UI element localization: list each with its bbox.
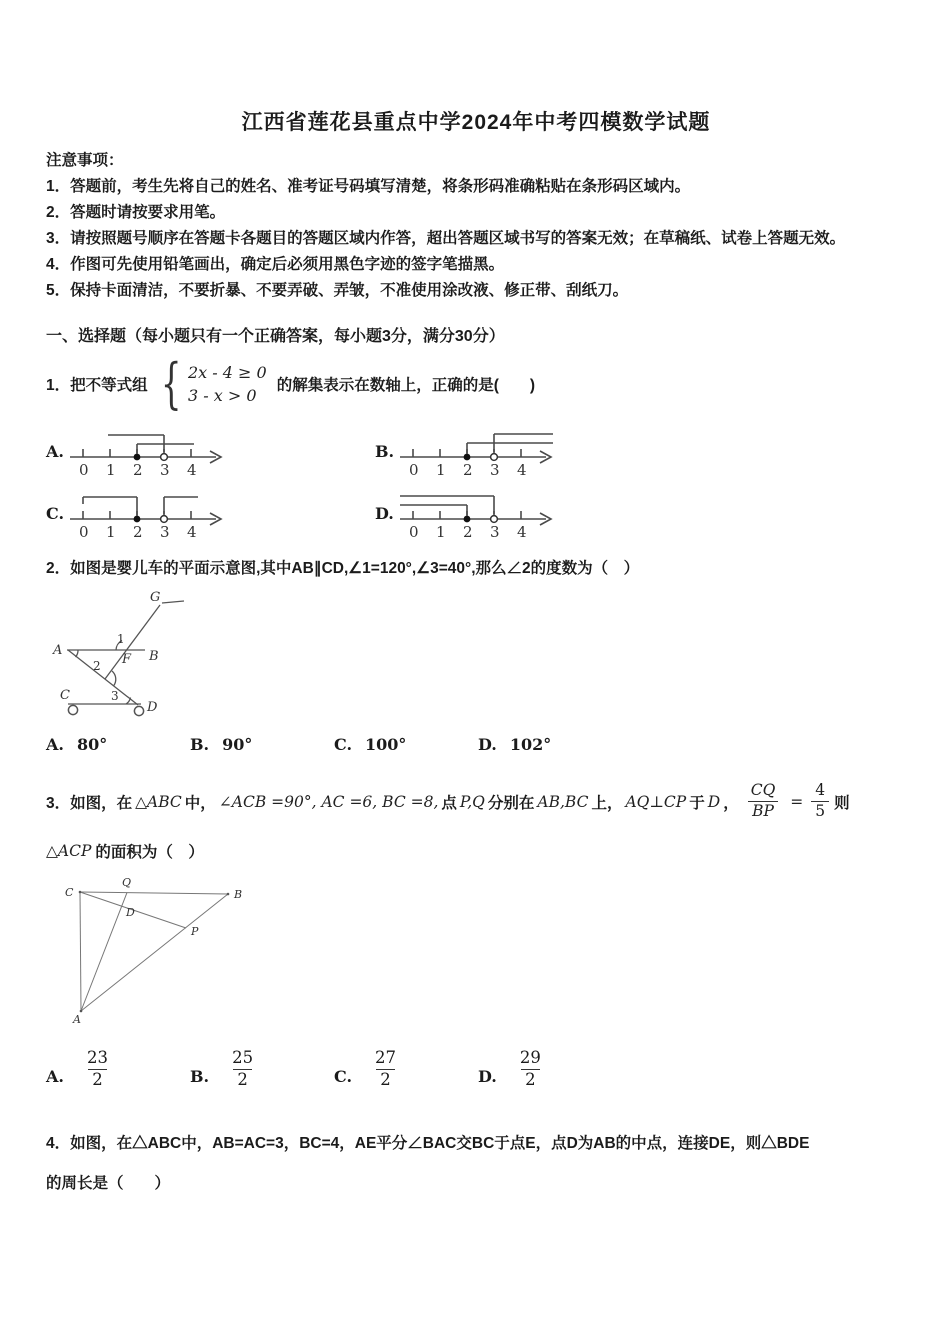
- inequality-line-2: 3 - x > 0: [187, 386, 257, 406]
- numberline-d: [398, 487, 566, 541]
- question-1-text: [46, 352, 906, 415]
- note-item-3: 3．请按照题号顺序在答题卡各题目的答题区域内作答，超出答题区域书写的答案无效；在草稿纸、试卷上答题无效。: [46, 230, 846, 247]
- svg-text:4: 4: [187, 522, 197, 541]
- svg-text:4: 4: [517, 460, 527, 479]
- note-item-2: 2．答题时请按要求用笔。: [46, 204, 226, 221]
- svg-text:1: 1: [436, 460, 446, 479]
- label-angle-1: 1: [117, 631, 125, 646]
- q1-option-d-label: D.: [375, 504, 394, 524]
- label-P: P: [191, 924, 199, 938]
- svg-text:1: 1: [435, 522, 446, 541]
- question-3-text: 3．如图，在 △ABC 中， ∠ACB =90°, AC =6, BC =8, 点 P,Q 分别在 AB,BC 上， AQ⊥CP 于 D ， $\frac{CQ}{BP}$ = $\frac{4}{5}$ 则: [46, 781, 850, 821]
- q4-line-1: 4．如图，在△ABC中，AB=AC=3，BC=4，AE平分∠BAC交BC于点E，点D为AB的中点，连接DE，则△BDE: [46, 1134, 810, 1152]
- svg-text:2: 2: [463, 460, 473, 479]
- q3-option-b: B. $\frac{25}{2}$: [190, 1047, 254, 1089]
- q2-option-c: C. 100°: [334, 734, 407, 754]
- question-3-text-line2: △ACP 的面积为（ ）: [46, 841, 204, 861]
- svg-text:1: 1: [105, 460, 116, 479]
- numberline-c: [68, 487, 236, 541]
- label-F: F: [122, 651, 132, 667]
- q1-option-c-label: C.: [46, 504, 65, 524]
- label-D: D: [126, 905, 135, 919]
- triangle-diagram: [60, 876, 250, 1031]
- q1-option-c: [46, 485, 375, 543]
- label-angle-3: 3: [111, 688, 119, 703]
- notes-heading: 注意事项：: [46, 152, 124, 169]
- question-2-text: 2．如图是婴儿车的平面示意图,其中AB∥CD,∠1=120°,∠3=40°,那么∠2的度数为（ ）: [46, 559, 640, 577]
- inequality-system: [188, 361, 267, 407]
- q1-option-a: [46, 423, 375, 481]
- stroller-diagram: [50, 587, 225, 727]
- q1-options: [46, 423, 906, 543]
- label-G: G: [150, 589, 161, 605]
- label-B: B: [234, 887, 243, 901]
- svg-text:3: 3: [489, 522, 500, 541]
- q1-option-b: [375, 423, 704, 481]
- q2-option-a: A. 80°: [46, 734, 108, 754]
- svg-text:2: 2: [462, 522, 473, 541]
- svg-text:0: 0: [78, 460, 89, 479]
- svg-text:3: 3: [159, 460, 170, 479]
- note-item-1: 1．答题前，考生先将自己的姓名、准考证号码填写清楚，将条形码准确粘贴在条形码区域内。: [46, 178, 691, 195]
- inequality-line-1: 2x - 4 ≥ 0: [187, 363, 267, 383]
- q1-prefix: 1．把不等式组: [46, 377, 148, 395]
- q2-option-d: D. 102°: [478, 734, 552, 754]
- section-heading: 一、选择题（每小题只有一个正确答案，每小题3分，满分30分）: [46, 328, 505, 345]
- label-C: C: [65, 885, 74, 899]
- inequality-brace: {: [160, 352, 182, 415]
- q1-option-b-label: B.: [375, 442, 395, 462]
- svg-text:3: 3: [490, 460, 500, 479]
- svg-text:4: 4: [186, 460, 197, 479]
- question-4-text: [46, 1124, 906, 1204]
- q1-option-d: [375, 485, 704, 543]
- q4-line-2: 的周长是（ ）: [46, 1174, 171, 1192]
- svg-text:2: 2: [132, 460, 143, 479]
- label-Q: Q: [122, 875, 132, 889]
- svg-text:0: 0: [408, 522, 419, 541]
- fraction-4-5: $\frac{4}{5}$: [811, 782, 829, 821]
- note-item-5: 5．保持卡面清洁，不要折暴、不要弄破、弄皱，不准使用涂改液、修正带、刮纸刀。: [46, 282, 629, 299]
- note-item-4: 4．作图可先使用铅笔画出，确定后必须用黑色字迹的签字笔描黑。: [46, 256, 505, 273]
- label-C: C: [60, 687, 70, 703]
- svg-text:0: 0: [79, 522, 89, 541]
- svg-text:4: 4: [516, 522, 527, 541]
- svg-text:0: 0: [409, 460, 419, 479]
- q3-options: [46, 1049, 906, 1090]
- label-D: D: [147, 699, 158, 715]
- q3-option-d: D. $\frac{29}{2}$: [478, 1047, 541, 1089]
- label-A: A: [73, 1012, 81, 1026]
- page-title: 江西省莲花县重点中学2024年中考四模数学试题: [241, 111, 711, 134]
- svg-text:3: 3: [160, 522, 170, 541]
- numberline-b: [398, 425, 566, 479]
- svg-text:2: 2: [133, 522, 143, 541]
- q2-option-b: B. 90°: [190, 734, 253, 754]
- q3-option-c: C. $\frac{27}{2}$: [334, 1047, 397, 1089]
- q1-option-a-label: A.: [46, 442, 64, 462]
- label-B: B: [149, 648, 159, 664]
- fraction-cq-bp: $\frac{CQ}{BP}$: [744, 782, 783, 821]
- numberline-a: [68, 425, 236, 479]
- q3-option-a: A. $\frac{23}{2}$: [46, 1047, 108, 1089]
- label-A: A: [53, 642, 63, 658]
- q2-options: [46, 735, 906, 754]
- label-angle-2: 2: [93, 658, 101, 673]
- svg-text:1: 1: [106, 522, 116, 541]
- q1-suffix: 的解集表示在数轴上，正确的是( ): [276, 377, 536, 395]
